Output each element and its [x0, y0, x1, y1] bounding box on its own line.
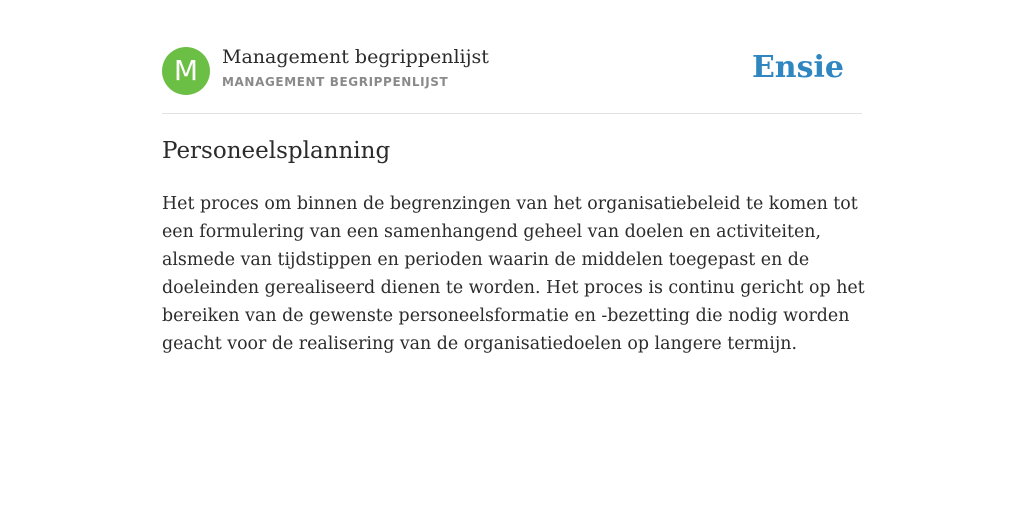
- source-subtitle: MANAGEMENT BEGRIPPENLIJST: [222, 75, 449, 89]
- definition-line: Het proces om binnen de begrenzingen van het organisatiebeleid te komen tot: [162, 194, 858, 214]
- definition-text: [162, 190, 865, 358]
- definition-line: een formulering van een samenhangend geheel van doelen en activiteiten,: [162, 222, 821, 242]
- definition-line: alsmede van tijdstippen en perioden waarin de middelen toegepast en de: [162, 250, 810, 270]
- divider: [162, 113, 862, 114]
- brand-logo[interactable]: Ensie: [751, 50, 844, 85]
- definition-line: bereiken van de gewenste personeelsformatie en -bezetting die nodig worden: [162, 306, 850, 326]
- source-avatar[interactable]: M: [162, 47, 210, 95]
- term-title: Personeelsplanning: [162, 138, 391, 164]
- source-title[interactable]: Management begrippenlijst: [222, 46, 489, 68]
- definition-line: geacht voor de realisering van de organisatiedoelen op langere termijn.: [162, 334, 797, 354]
- definition-line: doeleinden gerealiseerd dienen te worden. Het proces is continu gericht op het: [162, 278, 865, 298]
- header: [162, 46, 862, 96]
